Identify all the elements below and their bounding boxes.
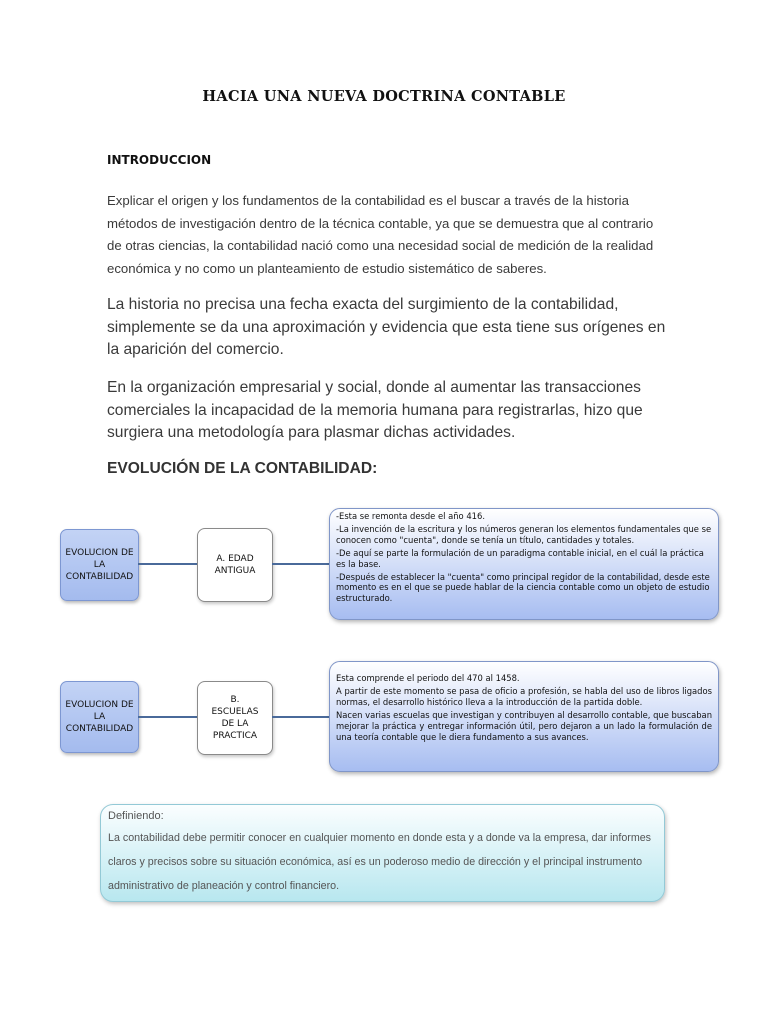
diagram-stage-node: [197, 528, 273, 602]
detail-line: -La invención de la escritura y los números generan los elementos fundamentales que se conocen como "cuenta", donde se tenía un título, cantidades y totales.: [336, 523, 712, 545]
document-title: HACIA UNA NUEVA DOCTRINA CONTABLE: [202, 88, 566, 105]
connector-line: [272, 563, 329, 565]
diagram-stage-node: [197, 681, 273, 755]
diagram-root-node: [60, 529, 139, 601]
intro-heading: INTRODUCCION: [107, 153, 212, 167]
detail-line: Nacen varias escuelas que investigan y contribuyen al desarrollo contable, que buscaban mejorar la práctica y entregar información útil, pero dejaron a un lado la formulación de una teoría contable que le diera fundamento a sus avances.: [336, 709, 712, 742]
detail-line: -Después de establecer la "cuenta" como principal regidor de la contabilidad, desde este momento es en el que se puede hablar de la ciencia contable como un objeto de estudio estructurado.: [336, 571, 710, 604]
section-heading: EVOLUCIÓN DE LA CONTABILIDAD:: [107, 460, 378, 477]
definition-box: [100, 804, 665, 902]
diagram-root-label: EVOLUCION DE LA CONTABILIDAD: [65, 700, 134, 734]
connector-line: [138, 563, 197, 565]
definition-body: La contabilidad debe permitir conocer en cualquier momento en donde esta y a donde va la empresa, dar informes claros y precisos sobre su situación económica, así es un poderoso medio de dirección y el principal instrumento administrativo de planeación y control financiero.: [108, 832, 652, 892]
connector-line: [272, 716, 329, 718]
organization-paragraph: En la organización empresarial y social, donde al aumentar las transacciones comerciales la incapacidad de la memoria humana para registrarlas, hizo que surgiera una metodología para plasmar dichas actividades.: [107, 379, 643, 441]
detail-line: A partir de este momento se pasa de oficio a profesión, se habla del uso de libros ligados normas, el desarrollo histórico lleva a la introducción de la partida doble.: [336, 685, 712, 707]
diagram-stage-label: B. ESCUELAS DE LA PRACTICA: [211, 695, 259, 741]
diagram-root-node: [60, 681, 139, 753]
detail-line: Esta comprende el periodo del 470 al 1458.: [336, 673, 520, 683]
diagram-root-label: EVOLUCION DE LA CONTABILIDAD: [65, 548, 134, 582]
intro-paragraph: Explicar el origen y los fundamentos de la contabilidad es el buscar a través de la historia métodos de investigación dentro de la técnica contable, ya que se demuestra que al contrario de otras ciencias, la contabilidad nació como una necesidad social de medición de la realidad económica y no como un planteamiento de estudio sistemático de saberes.: [107, 193, 654, 277]
history-paragraph: La historia no precisa una fecha exacta del surgimiento de la contabilidad, simplemente se da una aproximación y evidencia que esta tiene sus orígenes en la aparición del comercio.: [107, 296, 666, 358]
definition-title: Definiendo:: [108, 810, 164, 822]
diagram-detail-box: [329, 661, 719, 772]
detail-line: -De aquí se parte la formulación de un paradigma contable inicial, en el cuál la práctica es la base.: [336, 547, 704, 569]
detail-line: -Esta se remonta desde el año 416.: [336, 511, 485, 521]
diagram-detail-box: [329, 508, 719, 620]
diagram-stage-label: A. EDAD ANTIGUA: [214, 554, 256, 576]
connector-line: [138, 716, 197, 718]
